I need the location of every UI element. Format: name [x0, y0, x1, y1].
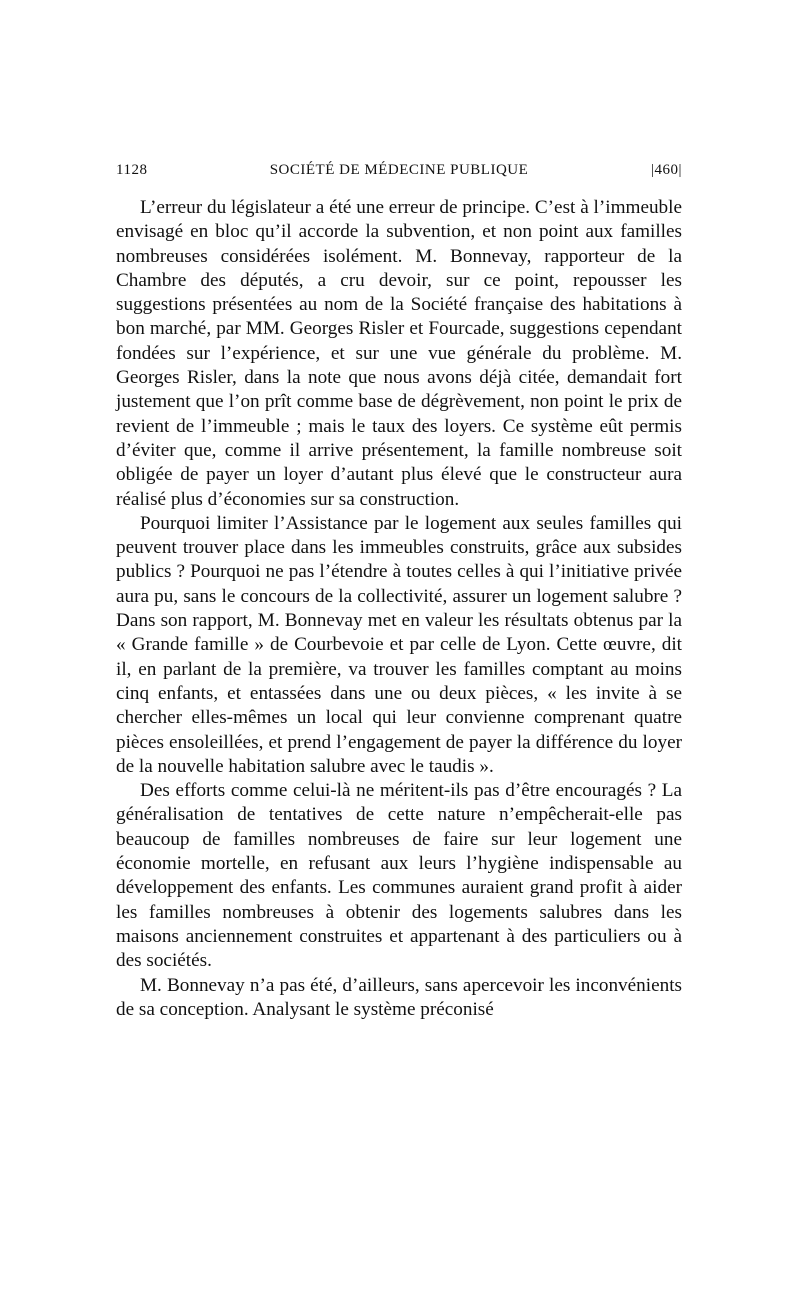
paragraph-2: Pourquoi limiter l’Assistance par le logement aux seules familles qui peuvent trouver place dans les immeubles construits, grâce aux subsides publics ? Pourquoi ne pas l’étendre à toutes celles à qui l’initiative privée aura pu, sans le concours de la collectivité, assurer un logement salubre ? Dans son rapport, M. Bonnevay met en valeur les résultats obtenus par la « Grande famille » de Courbevoie et par celle de Lyon. Cette œuvre, dit il, en parlant de la première, va trouver les familles comptant au moins cinq enfants, et entassées dans une ou deux pièces, « les invite à se chercher elles-mêmes un local qui leur convienne comprenant quatre pièces ensoleillées, et prend l’engagement de payer la différence du loyer de la nouvelle habitation salubre avec le taudis ». [116, 512, 682, 777]
book-page [116, 160, 682, 1022]
running-head [116, 160, 682, 182]
paragraph-4: M. Bonnevay n’a pas été, d’ailleurs, sans apercevoir les inconvénients de sa conception. Analysant le système préconisé [116, 974, 682, 1020]
original-page-number: |460| [650, 162, 682, 178]
paragraph-1: L’erreur du législateur a été une erreur de principe. C’est à l’immeuble envisagé en bloc qu’il accorde la subvention, et non point aux familles nombreuses considérées isolément. M. Bonnevay, rapporteur de la Chambre des députés, a cru devoir, sur ce point, repousser les suggestions présentées au nom de la Société française des habitations à bon marché, par MM. Georges Risler et Fourcade, suggestions cependant fondées sur l’expérience, et sur une vue générale du problème. M. Georges Risler, dans la note que nous avons déjà citée, demandait fort justement que l’on prît comme base de dégrèvement, non point le prix de revient de l’immeuble ; mais le taux des loyers. Ce système eût permis d’éviter que, comme il arrive présentement, la famille nombreuse soit obligée de payer un loyer d’autant plus élevé que le constructeur aura réalisé plus d’économies sur sa construction. [116, 197, 682, 510]
body-text [116, 196, 682, 1022]
running-title: SOCIÉTÉ DE MÉDECINE PUBLIQUE [269, 162, 529, 178]
page-number: 1128 [116, 162, 148, 178]
paragraph-3: Des efforts comme celui-là ne méritent-ils pas d’être encouragés ? La généralisation de tentatives de cette nature n’empêcherait-elle pas beaucoup de familles nombreuses de faire sur leur logement une économie mortelle, en refusant aux leurs l’hygiène indispensable au développement des enfants. Les communes auraient grand profit à aider les familles nombreuses à obtenir des logements salubres dans les maisons anciennement construites et appartenant à des particuliers ou à des sociétés. [116, 780, 682, 972]
